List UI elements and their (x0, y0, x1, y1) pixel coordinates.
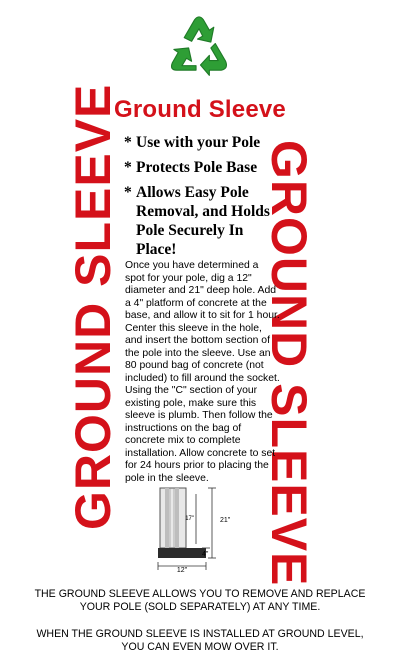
side-label-left: GROUND SLEEVE (65, 83, 121, 530)
footer-text-2: WHEN THE GROUND SLEEVE IS INSTALLED AT GROUND LEVEL, YOU CAN EVEN MOW OVER IT. (36, 628, 364, 653)
list-item: * Use with your Pole (124, 134, 261, 151)
feature-list (124, 133, 274, 265)
diagram-label-12: 12" (176, 567, 188, 572)
footer-text-1: THE GROUND SLEEVE ALLOWS YOU TO REMOVE AND REPLACE YOUR POLE (SOLD SEPARATELY) AT ANY TIME. (34, 588, 366, 613)
list-item: * Protects Pole Base (124, 159, 258, 176)
installation-diagram (150, 486, 250, 572)
list-item: * Allows Easy Pole Removal, and Holds Pole Securely In Place! (124, 184, 270, 258)
page-title: Ground Sleeve (114, 96, 286, 123)
side-label-right: GROUND SLEEVE (261, 140, 317, 587)
recycle-icon (162, 8, 236, 82)
instructions-text: Once you have determined a spot for your pole, dig a 12" diameter and 21" deep hole. Add a 4" platform of concrete at the base, and allow it to sit for 1 hour. Center this sleeve in the hole, and insert the bottom section of the pole into the sleeve. Use an 80 pound bag of concrete (not included) to fill around the socket. Using the "C" section of your existing pole, make sure this sleeve is plumb. Then follow the instructions on the bag of concrete mix to complete installation. Allow concrete to set for 24 hours prior to placing the pole in the sleeve. (125, 260, 280, 484)
diagram-label-21: 21" (220, 517, 231, 524)
diagram-label-17: 17" (185, 516, 194, 522)
diagram-label-4: 4" (202, 551, 209, 558)
